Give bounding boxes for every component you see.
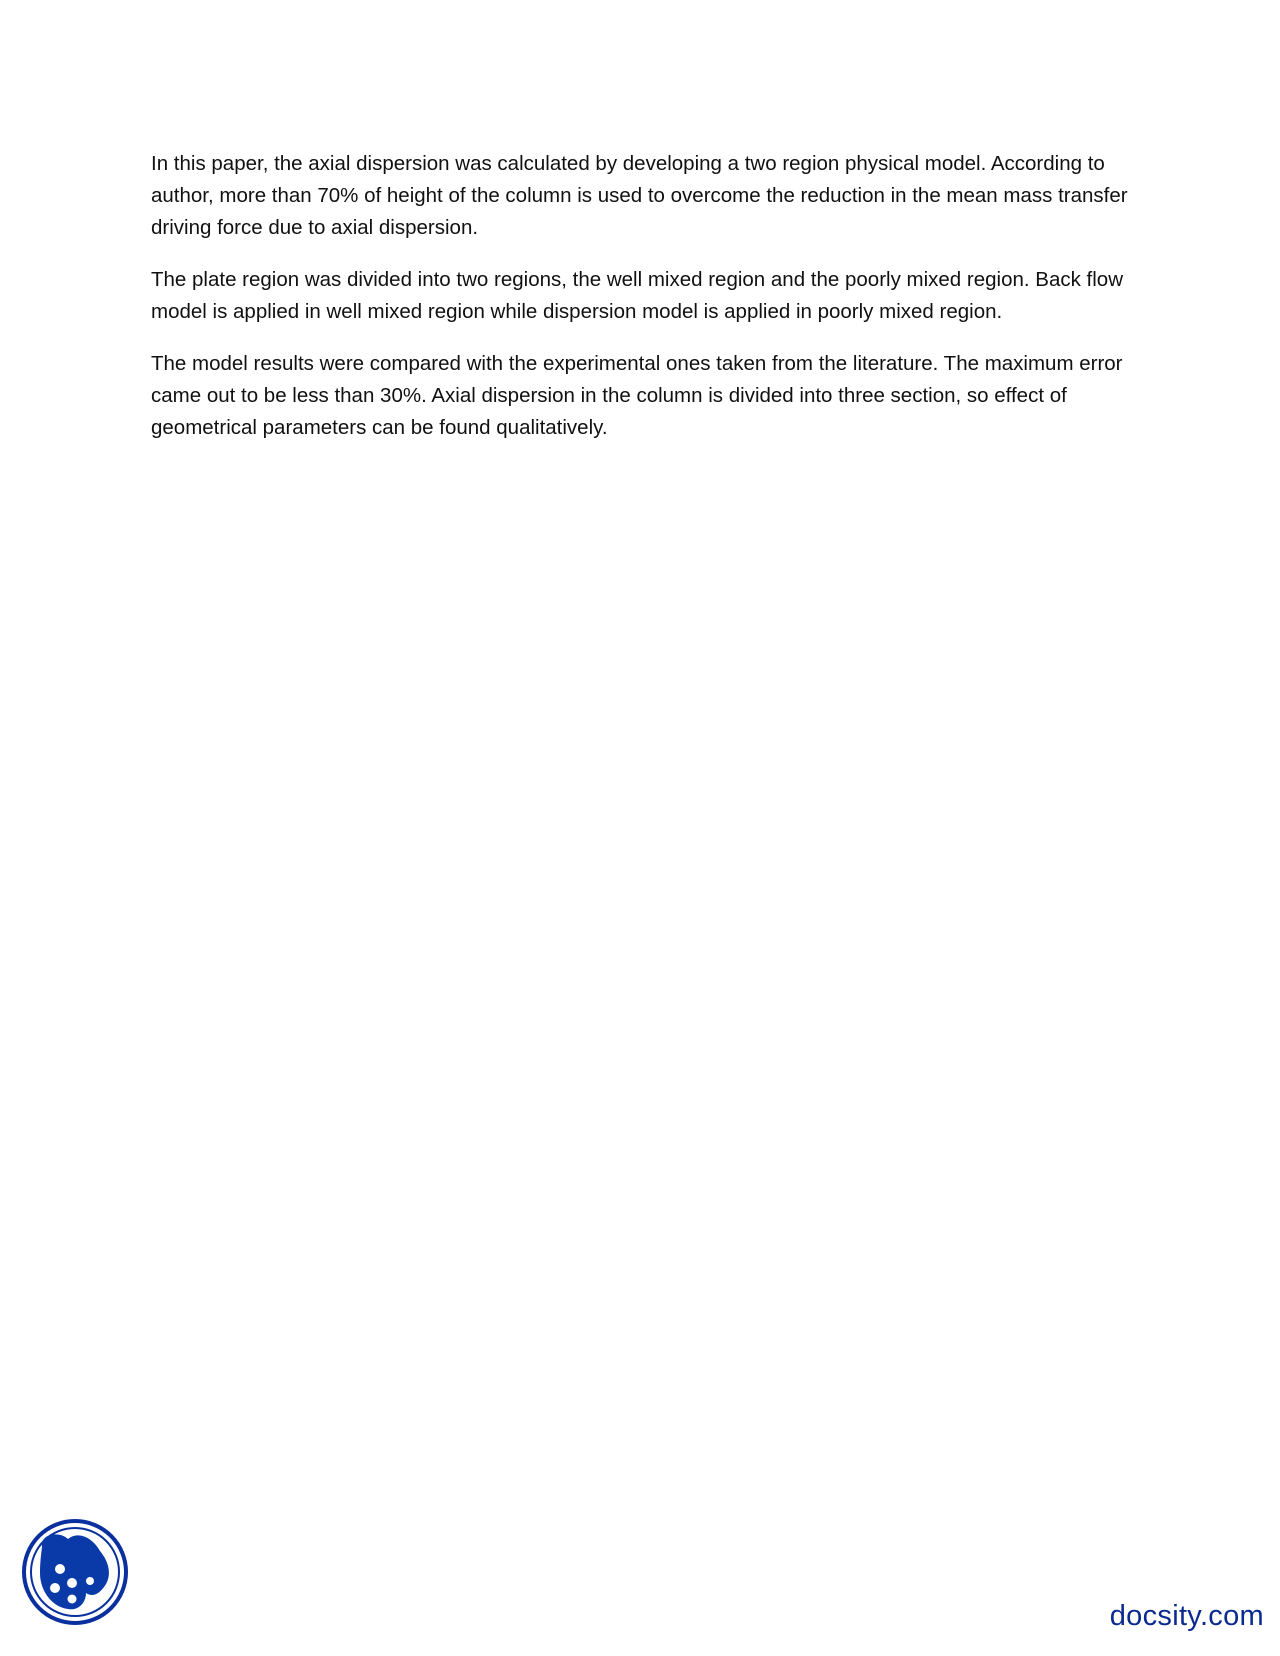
paragraph-1: In this paper, the axial dispersion was calculated by developing a two region physical model. According to author, more than 70% of height of the column is used to overcome the reduction in the mean mass transfer driving force due to axial dispersion. [151,152,1128,239]
docsity-brand-link[interactable]: docsity.com [1109,1600,1264,1632]
logo-graphic [20,1517,130,1627]
paragraph-3: The model results were compared with the experimental ones taken from the literature. The maximum error came out to be less than 30%. Axial dispersion in the column is divided into three section, so effect of geometrical parameters can be found qualitatively. [151,352,1123,439]
document-body [151,148,1136,464]
docsity-logo-icon[interactable] [20,1517,130,1627]
paragraph-2: The plate region was divided into two regions, the well mixed region and the poorly mixed region. Back flow model is applied in well mixed region while dispersion model is applied in poorly mixed region. [151,268,1123,323]
